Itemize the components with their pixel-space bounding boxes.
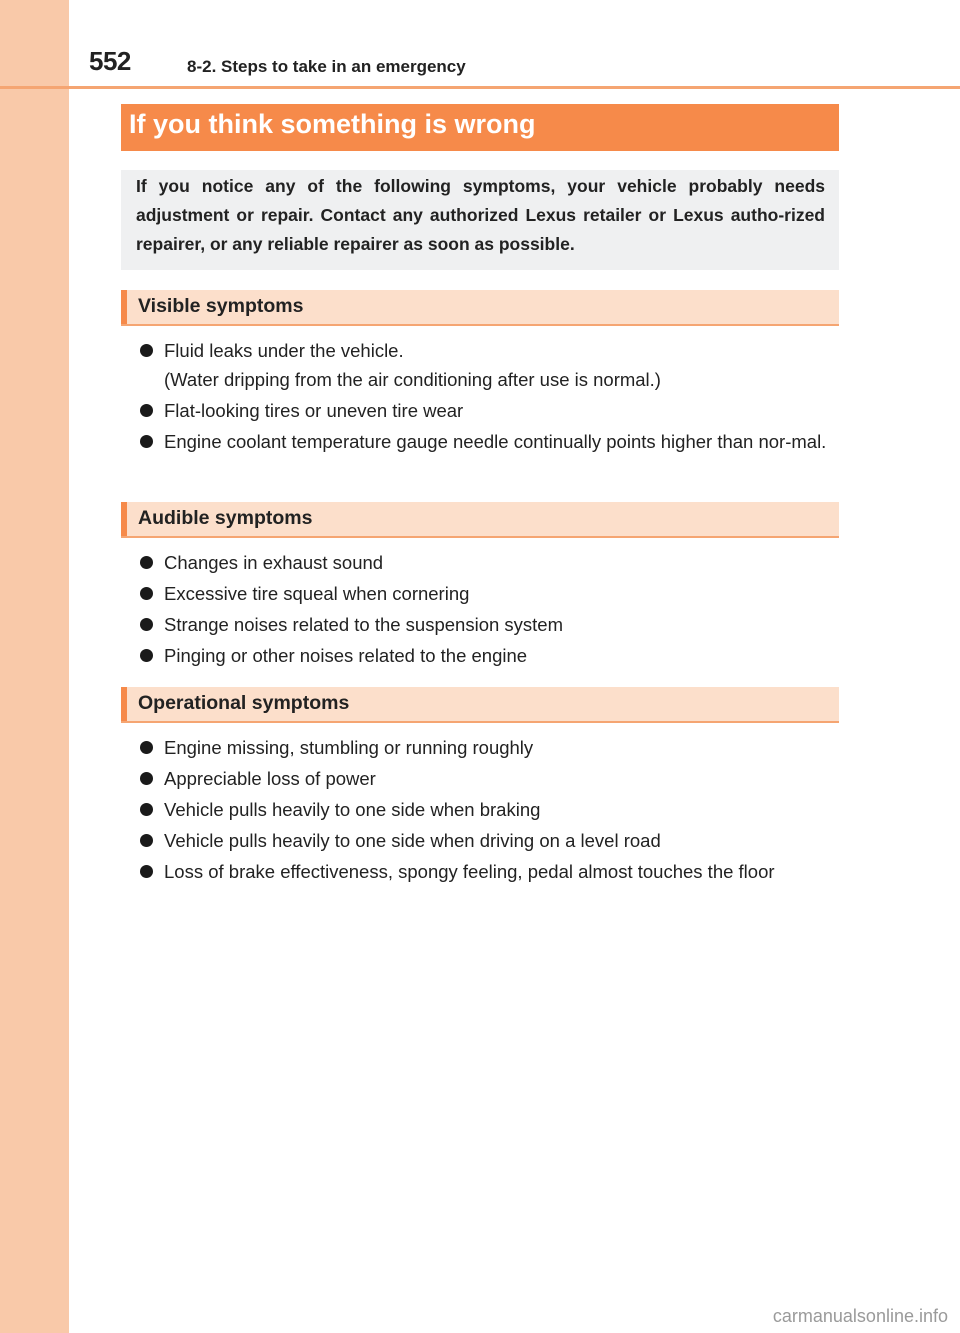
watermark: carmanualsonline.info: [772, 1306, 948, 1326]
bullet-icon: [140, 618, 153, 631]
list-item-text: Appreciable loss of power: [164, 768, 376, 789]
list-item-text: Loss of brake effectiveness, spongy feeling, pedal almost touches the floor: [164, 861, 775, 882]
list-item-text: Flat-looking tires or uneven tire wear: [164, 400, 464, 421]
subheader-label: Operational symptoms: [138, 692, 350, 714]
page-number: 552: [89, 46, 131, 76]
bullet-icon: [140, 741, 153, 754]
list-item: [139, 795, 839, 824]
bullet-icon: [140, 803, 153, 816]
list-item-text: Vehicle pulls heavily to one side when braking: [164, 799, 541, 820]
bullet-icon: [140, 404, 153, 417]
list-item-text: Pinging or other noises related to the engine: [164, 645, 528, 666]
subheader-accent: [121, 290, 127, 324]
audible-symptoms-list: [139, 548, 839, 672]
header-divider: [0, 86, 960, 89]
intro-text: If you notice any of the following symptoms, your vehicle probably needs adjustment or repair. Contact any authorized Lexus retailer or Lexus autho-rized repairer, or any reliable repairer as soon as possible.: [136, 176, 825, 254]
list-item: [139, 336, 839, 394]
list-item-text: Changes in exhaust sound: [164, 552, 384, 573]
subheader-visible-symptoms: [121, 290, 839, 326]
section-breadcrumb: 8-2. Steps to take in an emergency: [187, 57, 466, 76]
list-item-text: Vehicle pulls heavily to one side when driving on a level road: [164, 830, 661, 851]
bullet-icon: [140, 587, 153, 600]
bullet-icon: [140, 865, 153, 878]
list-item-text: Engine coolant temperature gauge needle continually points higher than nor-mal.: [164, 431, 827, 452]
subheader-accent: [121, 502, 127, 536]
subheader-label: Visible symptoms: [138, 295, 304, 317]
list-item: [139, 427, 839, 456]
list-item: [139, 733, 839, 762]
bullet-icon: [140, 435, 153, 448]
list-item: [139, 826, 839, 855]
list-item-text: Fluid leaks under the vehicle.: [164, 340, 404, 361]
operational-symptoms-list: [139, 733, 839, 888]
bullet-icon: [140, 834, 153, 847]
subheader-operational-symptoms: [121, 687, 839, 723]
bullet-icon: [140, 344, 153, 357]
list-item: [139, 579, 839, 608]
bullet-icon: [140, 649, 153, 662]
bullet-icon: [140, 772, 153, 785]
list-item: [139, 641, 839, 670]
subheader-audible-symptoms: [121, 502, 839, 538]
page-title: If you think something is wrong: [129, 109, 536, 139]
list-item-text: Engine missing, stumbling or running roughly: [164, 737, 534, 758]
subheader-accent: [121, 687, 127, 721]
bullet-icon: [140, 556, 153, 569]
list-item: [139, 764, 839, 793]
visible-symptoms-list: [139, 336, 839, 458]
list-item: [139, 396, 839, 425]
list-item: [139, 857, 839, 886]
title-bar: [121, 104, 839, 151]
subheader-label: Audible symptoms: [138, 507, 313, 529]
list-item-text: Strange noises related to the suspension system: [164, 614, 564, 635]
list-item: [139, 610, 839, 639]
intro-box: [121, 170, 839, 270]
side-color-strip: [0, 0, 69, 1333]
list-item-text: Excessive tire squeal when cornering: [164, 583, 470, 604]
list-item: [139, 548, 839, 577]
list-item-note: (Water dripping from the air conditioning after use is normal.): [164, 369, 661, 390]
